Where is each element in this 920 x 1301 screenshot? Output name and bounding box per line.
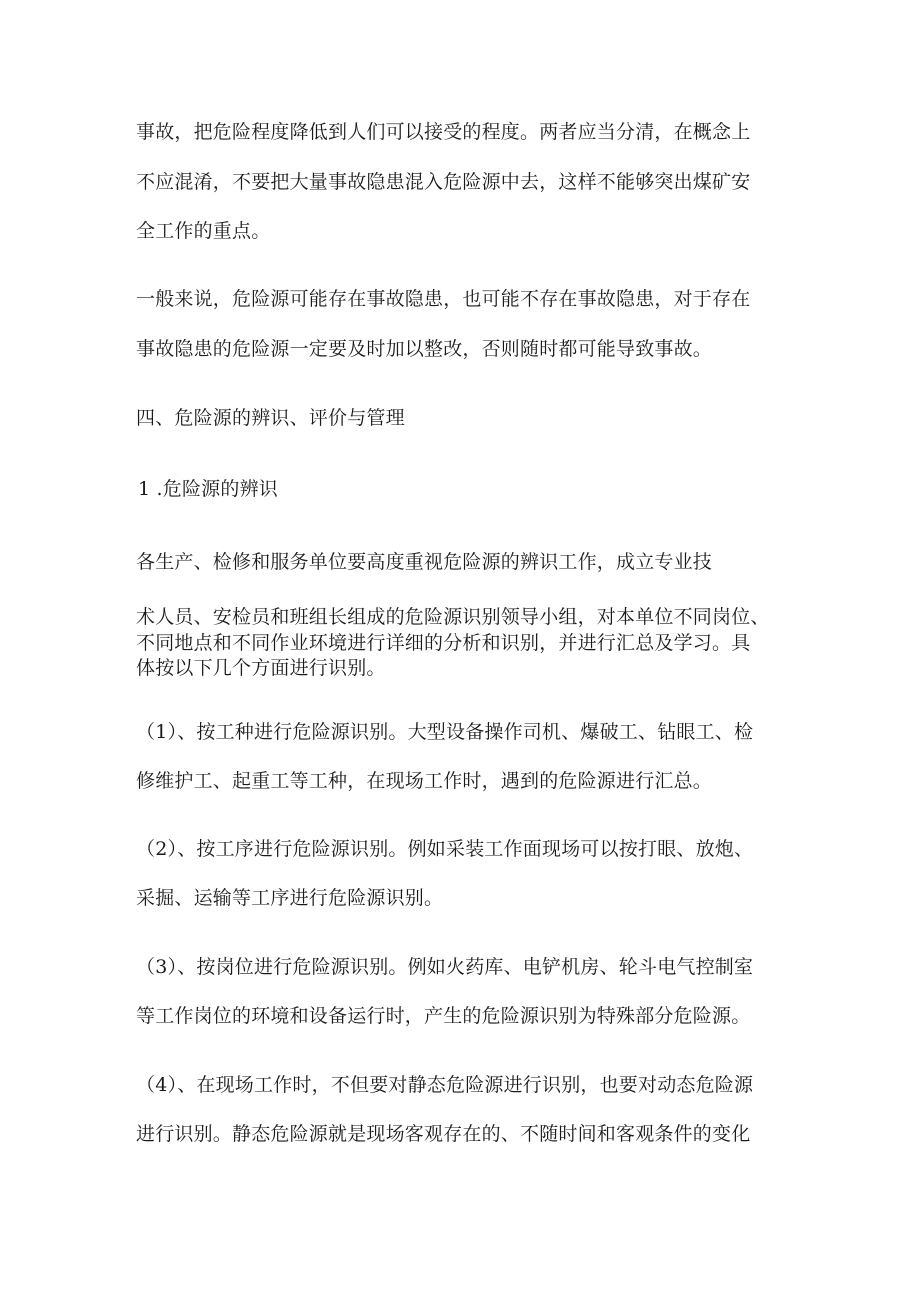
paragraph-4-line-2: 不同地点和不同作业环境进行详细的分析和识别，并进行汇总及学习。具 xyxy=(136,632,751,654)
paragraph-3-line-1: 各生产、检修和服务单位要高度重视危险源的辨识工作，成立专业技 xyxy=(136,551,713,573)
item-4-line-1: （4）、在现场工作时，不但要对静态危险源进行识别，也要对动态危险源 xyxy=(136,1074,754,1096)
paragraph-2-line-2: 事故隐患的危险源一定要及时加以整改，否则随时都可能导致事故。 xyxy=(136,338,713,360)
paragraph-4-line-1: 术人员、安检员和班组长组成的危险源识别领导小组，对本单位不同岗位、 xyxy=(136,606,770,628)
paragraph-1-line-3: 全工作的重点。 xyxy=(136,220,271,242)
paragraph-2-line-1: 一般来说，危险源可能存在事故隐患，也可能不存在事故隐患，对于存在 xyxy=(136,288,751,310)
paragraph-1-line-2: 不应混淆，不要把大量事故隐患混入危险源中去，这样不能够突出煤矿安 xyxy=(136,171,751,193)
item-1-line-2: 修维护工、起重工等工种，在现场工作时，遇到的危险源进行汇总。 xyxy=(136,770,713,792)
item-2-line-2: 采掘、运输等工序进行危险源识别。 xyxy=(136,887,444,909)
item-3-line-1: （3）、按岗位进行危险源识别。例如火药库、电铲机房、轮斗电气控制室 xyxy=(136,956,754,978)
subsection-heading: 1 .危险源的辨识 xyxy=(138,478,278,500)
item-4-line-2: 进行识别。静态危险源就是现场客观存在的、不随时间和客观条件的变化 xyxy=(136,1123,751,1145)
item-1-line-1: （1）、按工种进行危险源识别。大型设备操作司机、爆破工、钻眼工、检 xyxy=(136,721,754,743)
item-3-line-2: 等工作岗位的环境和设备运行时，产生的危险源识别为特殊部分危险源。 xyxy=(136,1005,751,1027)
paragraph-4-line-3: 体按以下几个方面进行识别。 xyxy=(136,657,386,679)
section-heading: 四、危险源的辨识、评价与管理 xyxy=(136,407,405,429)
paragraph-1-line-1: 事故，把危险程度降低到人们可以接受的程度。两者应当分清，在概念上 xyxy=(136,121,751,143)
item-2-line-1: （2）、按工序进行危险源识别。例如采装工作面现场可以按打眼、放炮、 xyxy=(136,838,754,860)
